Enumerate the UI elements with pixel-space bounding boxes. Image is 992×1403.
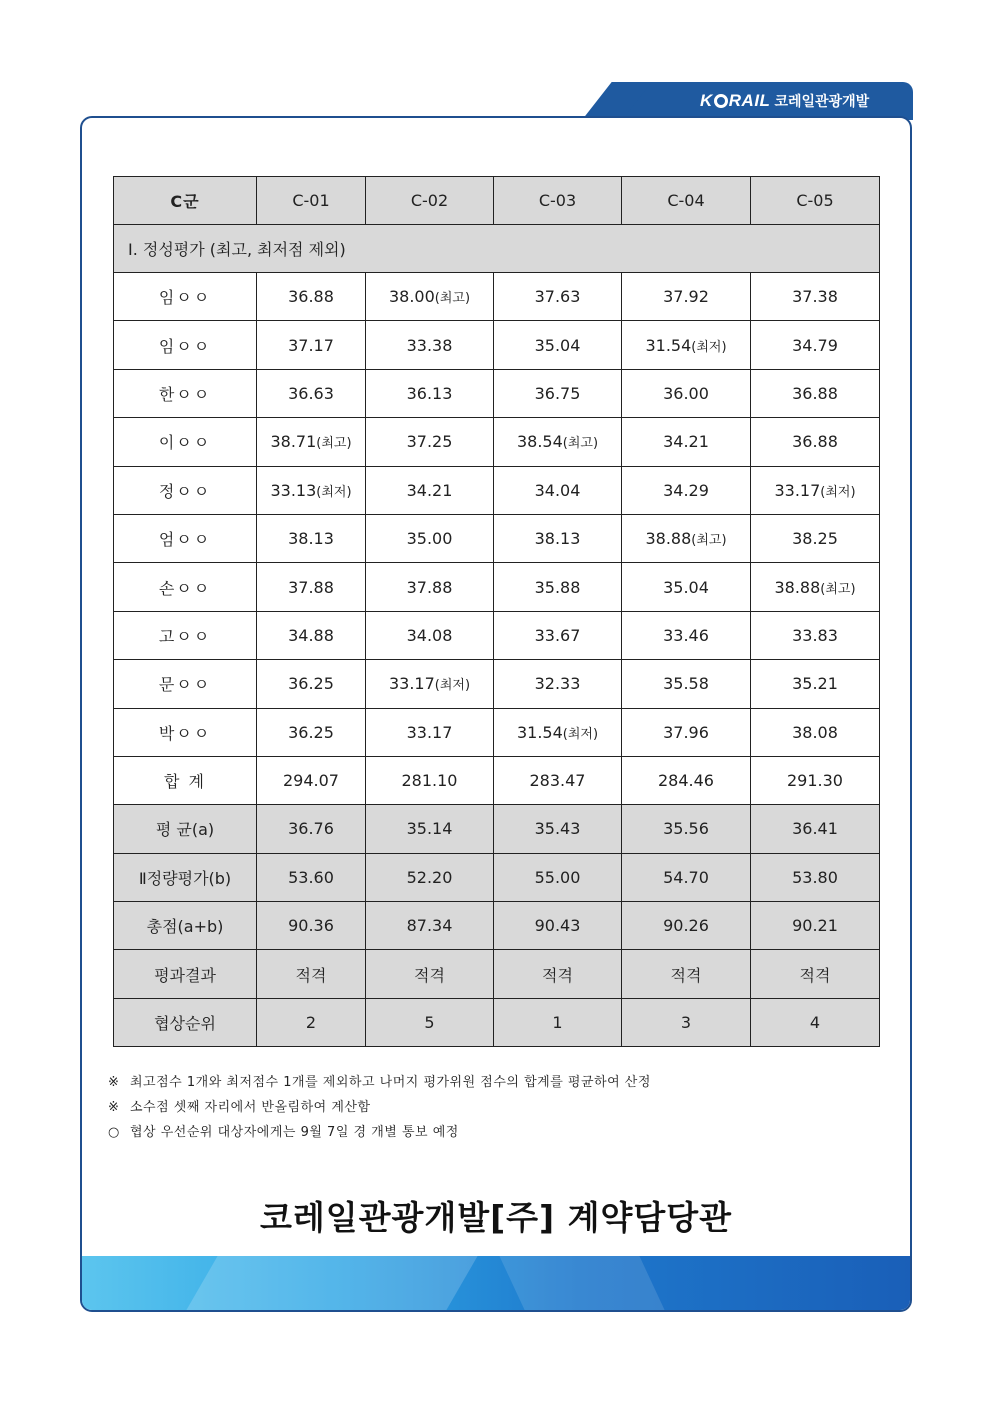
score-cell xyxy=(494,369,622,417)
score-cell xyxy=(257,273,366,321)
score-cell xyxy=(622,563,751,611)
score-cell xyxy=(751,514,880,562)
table-row xyxy=(114,418,880,466)
score-cell xyxy=(366,708,494,756)
score-cell xyxy=(366,273,494,321)
rank-value: 5 xyxy=(366,998,494,1046)
score-cell xyxy=(622,321,751,369)
result-label: 평과결과 xyxy=(114,950,257,998)
total-value: 90.21 xyxy=(751,902,880,950)
extreme-tag: (최고) xyxy=(434,291,471,307)
column-header: C-01 xyxy=(257,177,366,225)
table-row xyxy=(114,225,880,273)
total-value: 90.26 xyxy=(622,902,751,950)
score-value: 34.04 xyxy=(534,480,581,500)
sum-value: 284.46 xyxy=(622,756,751,804)
table-row xyxy=(114,611,880,659)
column-header: C-04 xyxy=(622,177,751,225)
quant-value: 53.60 xyxy=(257,853,366,901)
table-row xyxy=(114,902,880,950)
result-value: 적격 xyxy=(751,950,880,998)
score-value: 33.17 xyxy=(406,722,453,742)
rank-label: 협상순위 xyxy=(114,998,257,1046)
score-value: 38.88 xyxy=(774,577,821,597)
score-value: 31.54 xyxy=(516,722,563,742)
score-cell xyxy=(494,708,622,756)
score-value: 33.13 xyxy=(270,480,317,500)
extreme-tag: (최저) xyxy=(316,484,352,500)
table-row xyxy=(114,756,880,804)
note-item: ※ 최고점수 1개와 최저점수 1개를 제외하고 나머지 평가위원 점수의 합계를 평균하여 산정 xyxy=(108,1075,651,1090)
score-value: 38.13 xyxy=(534,529,581,549)
score-value: 38.08 xyxy=(792,722,838,742)
score-value: 35.58 xyxy=(663,674,709,694)
score-value: 34.79 xyxy=(792,335,838,355)
table-row xyxy=(114,369,880,417)
score-value: 36.13 xyxy=(406,383,453,403)
score-cell xyxy=(494,418,622,466)
quant-value: 52.20 xyxy=(366,853,494,901)
quant-value: 54.70 xyxy=(622,853,751,901)
score-value: 37.88 xyxy=(406,577,453,597)
score-value: 33.17 xyxy=(388,674,435,694)
signature: 코레일관광개발[주] 계약담당관 xyxy=(259,1198,733,1237)
logo-text-en: K RAIL xyxy=(700,91,771,110)
score-cell xyxy=(257,660,366,708)
score-cell xyxy=(751,418,880,466)
score-value: 36.25 xyxy=(288,722,334,742)
evaluator-name: 한ㅇㅇ xyxy=(114,369,257,417)
sum-value: 291.30 xyxy=(751,756,880,804)
total-value: 87.34 xyxy=(366,902,494,950)
score-value: 36.88 xyxy=(288,287,334,307)
score-value: 38.54 xyxy=(516,432,563,452)
evaluator-name: 고ㅇㅇ xyxy=(114,611,257,659)
average-value: 35.14 xyxy=(366,805,494,853)
total-value: 90.43 xyxy=(494,902,622,950)
score-value: 38.25 xyxy=(792,529,838,549)
sum-label: 합 계 xyxy=(114,756,257,804)
table-row xyxy=(114,708,880,756)
score-value: 35.88 xyxy=(534,577,581,597)
note-item: ○ 협상 우선순위 대상자에게는 9월 7일 경 개별 통보 예정 xyxy=(108,1125,459,1140)
score-cell xyxy=(622,660,751,708)
column-header: C-02 xyxy=(366,177,494,225)
score-value: 33.38 xyxy=(406,335,453,355)
score-value: 33.67 xyxy=(534,625,581,645)
korail-logo xyxy=(700,88,869,114)
score-value: 35.21 xyxy=(792,674,838,694)
result-value: 적격 xyxy=(494,950,622,998)
rank-value: 3 xyxy=(622,998,751,1046)
score-cell xyxy=(366,660,494,708)
evaluator-name: 손ㅇㅇ xyxy=(114,563,257,611)
column-header: C-03 xyxy=(494,177,622,225)
extreme-tag: (최고) xyxy=(562,436,599,452)
score-cell xyxy=(366,418,494,466)
score-cell xyxy=(366,369,494,417)
score-cell xyxy=(622,514,751,562)
total-label: 총점(a+b) xyxy=(114,902,257,950)
score-value: 37.25 xyxy=(406,432,453,452)
score-value: 32.33 xyxy=(534,674,581,694)
rank-value: 1 xyxy=(494,998,622,1046)
score-value: 33.83 xyxy=(792,625,838,645)
score-cell xyxy=(751,708,880,756)
score-cell xyxy=(494,563,622,611)
score-value: 37.38 xyxy=(792,287,838,307)
rank-value: 4 xyxy=(751,998,880,1046)
score-value: 35.04 xyxy=(663,577,709,597)
score-value: 36.63 xyxy=(288,383,334,403)
score-cell xyxy=(622,418,751,466)
score-cell xyxy=(751,660,880,708)
score-value: 36.88 xyxy=(792,432,838,452)
score-cell xyxy=(494,660,622,708)
average-value: 36.76 xyxy=(257,805,366,853)
score-cell xyxy=(622,369,751,417)
table-row xyxy=(114,853,880,901)
score-value: 38.00 xyxy=(388,287,435,307)
sum-value: 283.47 xyxy=(494,756,622,804)
score-cell xyxy=(622,611,751,659)
logo-text-ko: 코레일관광개발 xyxy=(774,93,870,109)
score-value: 34.29 xyxy=(663,480,709,500)
score-cell xyxy=(366,611,494,659)
score-cell xyxy=(366,466,494,514)
evaluator-name: 박ㅇㅇ xyxy=(114,708,257,756)
score-cell xyxy=(366,563,494,611)
extreme-tag: (최고) xyxy=(820,581,856,597)
evaluator-name: 문ㅇㅇ xyxy=(114,660,257,708)
table-row xyxy=(114,514,880,562)
extreme-tag: (최고) xyxy=(691,533,727,549)
evaluator-name: 정ㅇㅇ xyxy=(114,466,257,514)
score-cell xyxy=(257,369,366,417)
table-row xyxy=(114,660,880,708)
table-row xyxy=(114,805,880,853)
score-value: 34.08 xyxy=(406,625,453,645)
result-value: 적격 xyxy=(622,950,751,998)
score-cell xyxy=(494,466,622,514)
table-row xyxy=(114,273,880,321)
score-cell xyxy=(751,611,880,659)
score-cell xyxy=(622,708,751,756)
score-cell xyxy=(751,563,880,611)
score-table xyxy=(113,176,880,1047)
score-cell xyxy=(751,369,880,417)
score-value: 35.00 xyxy=(406,529,453,549)
result-value: 적격 xyxy=(366,950,494,998)
evaluator-name: 엄ㅇㅇ xyxy=(114,514,257,562)
table-row xyxy=(114,563,880,611)
average-value: 35.43 xyxy=(494,805,622,853)
score-cell xyxy=(257,466,366,514)
extreme-tag: (최고) xyxy=(316,436,352,452)
score-cell xyxy=(257,611,366,659)
score-value: 38.13 xyxy=(288,529,334,549)
score-value: 36.88 xyxy=(792,383,838,403)
score-cell xyxy=(494,321,622,369)
score-value: 34.88 xyxy=(288,625,334,645)
score-cell xyxy=(257,514,366,562)
score-value: 38.71 xyxy=(270,432,317,452)
result-value: 적격 xyxy=(257,950,366,998)
sum-value: 294.07 xyxy=(257,756,366,804)
score-value: 36.75 xyxy=(534,383,581,403)
column-header: C-05 xyxy=(751,177,880,225)
notes xyxy=(108,1070,651,1145)
score-cell xyxy=(622,466,751,514)
score-cell xyxy=(366,321,494,369)
score-value: 33.17 xyxy=(774,480,821,500)
score-cell xyxy=(751,466,880,514)
score-value: 37.88 xyxy=(288,577,334,597)
quant-label: Ⅱ정량평가(b) xyxy=(114,853,257,901)
evaluator-name: 임ㅇㅇ xyxy=(114,273,257,321)
score-value: 33.46 xyxy=(663,625,709,645)
score-cell xyxy=(494,273,622,321)
score-value: 36.25 xyxy=(288,674,334,694)
quant-value: 55.00 xyxy=(494,853,622,901)
score-value: 34.21 xyxy=(663,432,709,452)
logo-o-icon xyxy=(714,94,728,108)
score-value: 37.96 xyxy=(663,722,709,742)
table-row xyxy=(114,177,880,225)
score-cell xyxy=(751,321,880,369)
score-value: 34.21 xyxy=(406,480,453,500)
score-value: 31.54 xyxy=(645,335,692,355)
score-cell xyxy=(257,563,366,611)
sum-value: 281.10 xyxy=(366,756,494,804)
score-cell xyxy=(751,273,880,321)
extreme-tag: (최저) xyxy=(691,339,727,355)
total-value: 90.36 xyxy=(257,902,366,950)
extreme-tag: (최저) xyxy=(820,484,856,500)
evaluator-name: 임ㅇㅇ xyxy=(114,321,257,369)
score-cell xyxy=(257,418,366,466)
score-cell xyxy=(622,273,751,321)
score-table-body xyxy=(114,177,880,1047)
score-value: 37.17 xyxy=(288,335,334,355)
score-value: 36.00 xyxy=(663,383,709,403)
score-cell xyxy=(257,708,366,756)
average-value: 36.41 xyxy=(751,805,880,853)
section-title: Ⅰ. 정성평가 (최고, 최저점 제외) xyxy=(114,225,880,273)
score-cell xyxy=(494,514,622,562)
extreme-tag: (최저) xyxy=(562,726,599,742)
table-row xyxy=(114,466,880,514)
table-row xyxy=(114,998,880,1046)
average-label: 평 균(a) xyxy=(114,805,257,853)
table-row xyxy=(114,950,880,998)
note-item: ※ 소수점 셋째 자리에서 반올림하여 계산함 xyxy=(108,1100,371,1115)
score-value: 37.92 xyxy=(663,287,709,307)
evaluator-name: 이ㅇㅇ xyxy=(114,418,257,466)
rank-value: 2 xyxy=(257,998,366,1046)
quant-value: 53.80 xyxy=(751,853,880,901)
group-label: C군 xyxy=(114,177,257,225)
score-cell xyxy=(366,514,494,562)
table-row xyxy=(114,321,880,369)
extreme-tag: (최저) xyxy=(434,678,471,694)
average-value: 35.56 xyxy=(622,805,751,853)
score-cell xyxy=(257,321,366,369)
score-cell xyxy=(494,611,622,659)
score-value: 37.63 xyxy=(534,287,581,307)
score-value: 35.04 xyxy=(534,335,581,355)
footer-band xyxy=(82,1256,910,1310)
score-value: 38.88 xyxy=(645,529,692,549)
